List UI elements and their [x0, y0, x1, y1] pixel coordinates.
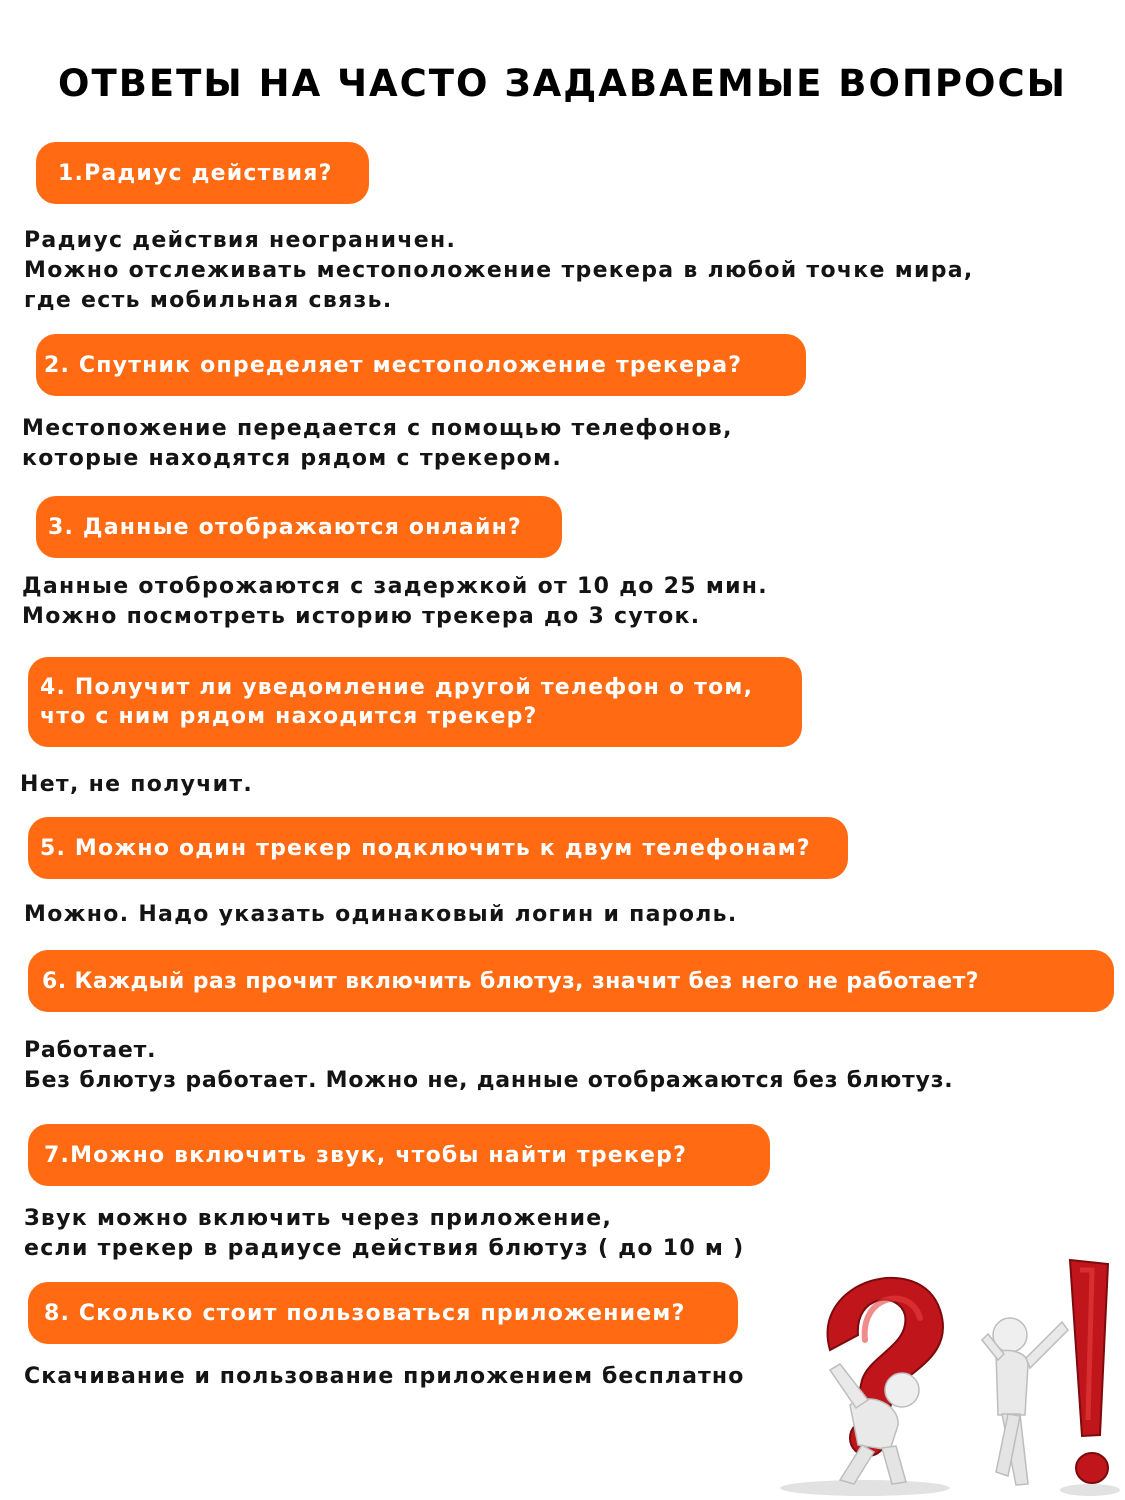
faq-answer-1-line-1: Радиус действия неограничен. — [24, 228, 457, 253]
faq-answer-3-line-2: Можно посмотреть историю трекера до 3 суток. — [22, 604, 701, 629]
faq-answer-1-line-3: где есть мобильная связь. — [24, 288, 393, 313]
faq-question-4-line-1: 4. Получит ли уведомление другой телефон о том, — [40, 675, 754, 700]
faq-question-3-line-1: 3. Данные отображаются онлайн? — [48, 514, 522, 540]
faq-question-5-line-1: 5. Можно один трекер подключить к двум телефонам? — [40, 835, 811, 861]
faq-illustration — [770, 1240, 1125, 1500]
faq-answer-1-line-2: Можно отслеживать местоположение трекера в любой точке мира, — [24, 258, 974, 283]
faq-question-2-line-1: 2. Спутник определяет местоположение трекера? — [44, 352, 743, 378]
cheering-figure-icon — [982, 1318, 1068, 1485]
faq-answer-8 — [24, 1362, 744, 1392]
faq-question-6 — [28, 950, 1114, 1012]
faq-answer-3 — [22, 572, 768, 632]
faq-answer-6-line-1: Работает. — [24, 1038, 157, 1063]
faq-answer-6-line-2: Без блютуз работает. Можно не, данные отображаются без блютуз. — [24, 1068, 954, 1093]
faq-question-7 — [28, 1124, 770, 1186]
faq-answer-8-line-1: Скачивание и пользование приложением бесплатно — [24, 1364, 745, 1389]
faq-answer-5-line-1: Можно. Надо указать одинаковый логин и пароль. — [24, 902, 738, 927]
faq-question-1-line-1: 1.Радиус действия? — [58, 160, 333, 186]
faq-answer-4 — [20, 770, 253, 800]
faq-answer-4-line-1: Нет, не получит. — [20, 772, 254, 797]
faq-answer-2-line-2: которые находятся рядом с трекером. — [22, 446, 563, 471]
faq-question-7-line-1: 7.Можно включить звук, чтобы найти трекер? — [44, 1142, 688, 1168]
exclamation-mark-icon — [1070, 1260, 1108, 1483]
faq-answer-6 — [24, 1036, 953, 1096]
faq-question-5 — [28, 817, 848, 879]
faq-answer-7-line-2: если трекер в радиусе действия блютуз ( до 10 м ) — [24, 1236, 745, 1261]
faq-answer-7-line-1: Звук можно включить через приложение, — [24, 1206, 613, 1231]
faq-question-4-line-2: что с ним рядом находится трекер? — [40, 704, 538, 729]
faq-question-4 — [28, 657, 802, 747]
faq-answer-5 — [24, 900, 738, 930]
faq-question-6-line-1: 6. Каждый раз прочит включить блютуз, значит без него не работает? — [42, 968, 979, 994]
faq-answer-2 — [22, 414, 733, 474]
faq-answer-7 — [24, 1204, 745, 1264]
page-title: ОТВЕТЫ НА ЧАСТО ЗАДАВАЕМЫЕ ВОПРОСЫ — [58, 62, 1067, 105]
faq-question-1 — [36, 142, 369, 204]
faq-answer-3-line-1: Данные отоброжаются с задержкой от 10 до 25 мин. — [22, 574, 768, 599]
faq-question-3 — [36, 496, 562, 558]
faq-answer-2-line-1: Местопожение передается с помощью телефонов, — [22, 416, 733, 441]
faq-question-8-line-1: 8. Сколько стоит пользоваться приложением? — [44, 1300, 686, 1326]
faq-question-2 — [36, 334, 806, 396]
faq-answer-1 — [24, 226, 974, 316]
faq-question-8 — [28, 1282, 738, 1344]
